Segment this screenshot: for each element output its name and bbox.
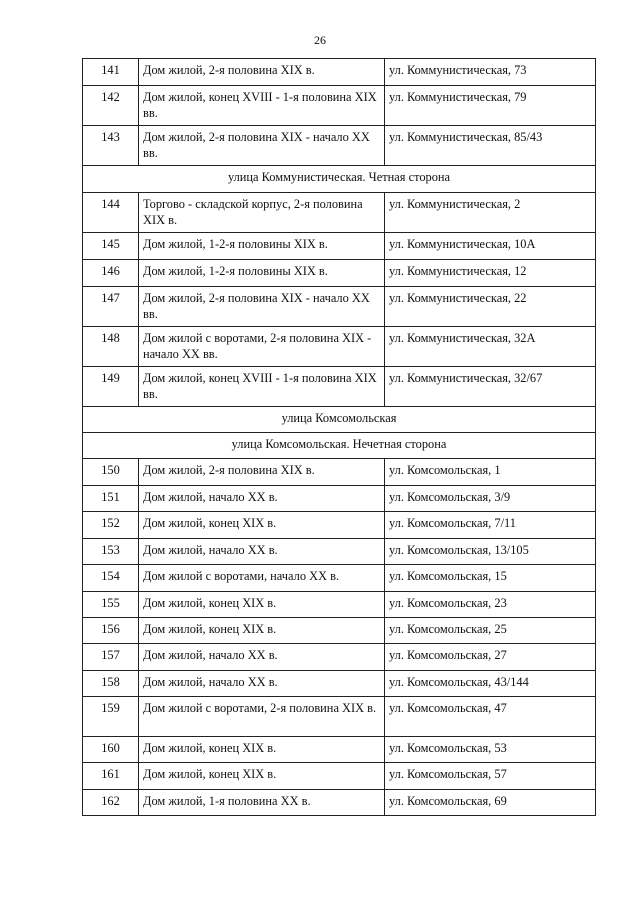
object-description: Дом жилой, конец XIX в. [139,618,385,644]
table-row [83,367,596,407]
object-description: Дом жилой, начало XX в. [139,644,385,671]
object-address: ул. Комсомольская, 47 [385,697,596,737]
row-number: 148 [83,327,139,367]
table-row [83,287,596,327]
row-number: 150 [83,459,139,486]
row-number: 144 [83,193,139,233]
object-address: ул. Комсомольская, 1 [385,459,596,486]
row-number: 157 [83,644,139,671]
row-number: 159 [83,697,139,737]
table-row [83,233,596,260]
row-number: 152 [83,512,139,539]
table-row [83,486,596,512]
heritage-registry-table [82,58,596,816]
object-description: Дом жилой, конец XVIII - 1-я половина XIX вв. [139,367,385,407]
table-row [83,697,596,737]
table-row [83,193,596,233]
row-number: 162 [83,790,139,816]
section-header-row [83,166,596,193]
object-description: Дом жилой, 1-я половина XX в. [139,790,385,816]
object-description: Дом жилой, конец XIX в. [139,512,385,539]
row-number: 142 [83,86,139,126]
section-title: улица Коммунистическая. Четная сторона [83,166,596,193]
table-row [83,592,596,618]
row-number: 158 [83,671,139,697]
object-address: ул. Коммунистическая, 32А [385,327,596,367]
table-row [83,618,596,644]
object-description: Дом жилой, 2-я половина XIX - начало XX вв. [139,126,385,166]
row-number: 143 [83,126,139,166]
object-description: Дом жилой, конец XVIII - 1-я половина XIX вв. [139,86,385,126]
object-description: Дом жилой, 2-я половина XIX в. [139,59,385,86]
section-header-row [83,407,596,433]
row-number: 141 [83,59,139,86]
section-title: улица Комсомольская. Нечетная сторона [83,433,596,459]
row-number: 160 [83,737,139,763]
object-address: ул. Коммунистическая, 73 [385,59,596,86]
table-row [83,790,596,816]
object-description: Дом жилой с воротами, 2-я половина XIX - начало XX вв. [139,327,385,367]
section-header-row [83,433,596,459]
row-number: 154 [83,565,139,592]
object-description: Торгово - складской корпус, 2-я половина XIX в. [139,193,385,233]
object-description: Дом жилой с воротами, 2-я половина XIX в. [139,697,385,737]
row-number: 156 [83,618,139,644]
object-address: ул. Комсомольская, 53 [385,737,596,763]
table-row [83,671,596,697]
object-address: ул. Коммунистическая, 2 [385,193,596,233]
object-address: ул. Комсомольская, 27 [385,644,596,671]
object-address: ул. Коммунистическая, 79 [385,86,596,126]
row-number: 147 [83,287,139,327]
object-address: ул. Коммунистическая, 10А [385,233,596,260]
object-address: ул. Коммунистическая, 32/67 [385,367,596,407]
table-row [83,539,596,565]
table-row [83,59,596,86]
table-row [83,512,596,539]
page-number: 26 [314,33,326,47]
table-row [83,126,596,166]
object-description: Дом жилой, начало XX в. [139,539,385,565]
object-description: Дом жилой, конец XIX в. [139,592,385,618]
object-description: Дом жилой, 2-я половина XIX в. [139,459,385,486]
object-description: Дом жилой, 2-я половина XIX - начало XX вв. [139,287,385,327]
object-address: ул. Комсомольская, 25 [385,618,596,644]
table-row [83,260,596,287]
object-description: Дом жилой, начало XX в. [139,486,385,512]
table-row [83,737,596,763]
table-row [83,644,596,671]
object-address: ул. Коммунистическая, 22 [385,287,596,327]
object-address: ул. Комсомольская, 7/11 [385,512,596,539]
object-address: ул. Комсомольская, 69 [385,790,596,816]
registry-table-body [83,59,596,816]
object-address: ул. Комсомольская, 57 [385,763,596,790]
section-title: улица Комсомольская [83,407,596,433]
object-description: Дом жилой, конец XIX в. [139,737,385,763]
row-number: 145 [83,233,139,260]
object-address: ул. Комсомольская, 43/144 [385,671,596,697]
table-row [83,327,596,367]
table-row [83,86,596,126]
row-number: 161 [83,763,139,790]
object-description: Дом жилой с воротами, начало XX в. [139,565,385,592]
row-number: 149 [83,367,139,407]
row-number: 155 [83,592,139,618]
row-number: 146 [83,260,139,287]
table-row [83,565,596,592]
object-address: ул. Комсомольская, 3/9 [385,486,596,512]
object-description: Дом жилой, 1-2-я половины XIX в. [139,233,385,260]
object-address: ул. Коммунистическая, 12 [385,260,596,287]
object-address: ул. Комсомольская, 23 [385,592,596,618]
object-address: ул. Комсомольская, 13/105 [385,539,596,565]
table-row [83,459,596,486]
object-description: Дом жилой, 1-2-я половины XIX в. [139,260,385,287]
table-row [83,763,596,790]
object-address: ул. Комсомольская, 15 [385,565,596,592]
object-address: ул. Коммунистическая, 85/43 [385,126,596,166]
object-description: Дом жилой, начало XX в. [139,671,385,697]
object-description: Дом жилой, конец XIX в. [139,763,385,790]
row-number: 151 [83,486,139,512]
row-number: 153 [83,539,139,565]
